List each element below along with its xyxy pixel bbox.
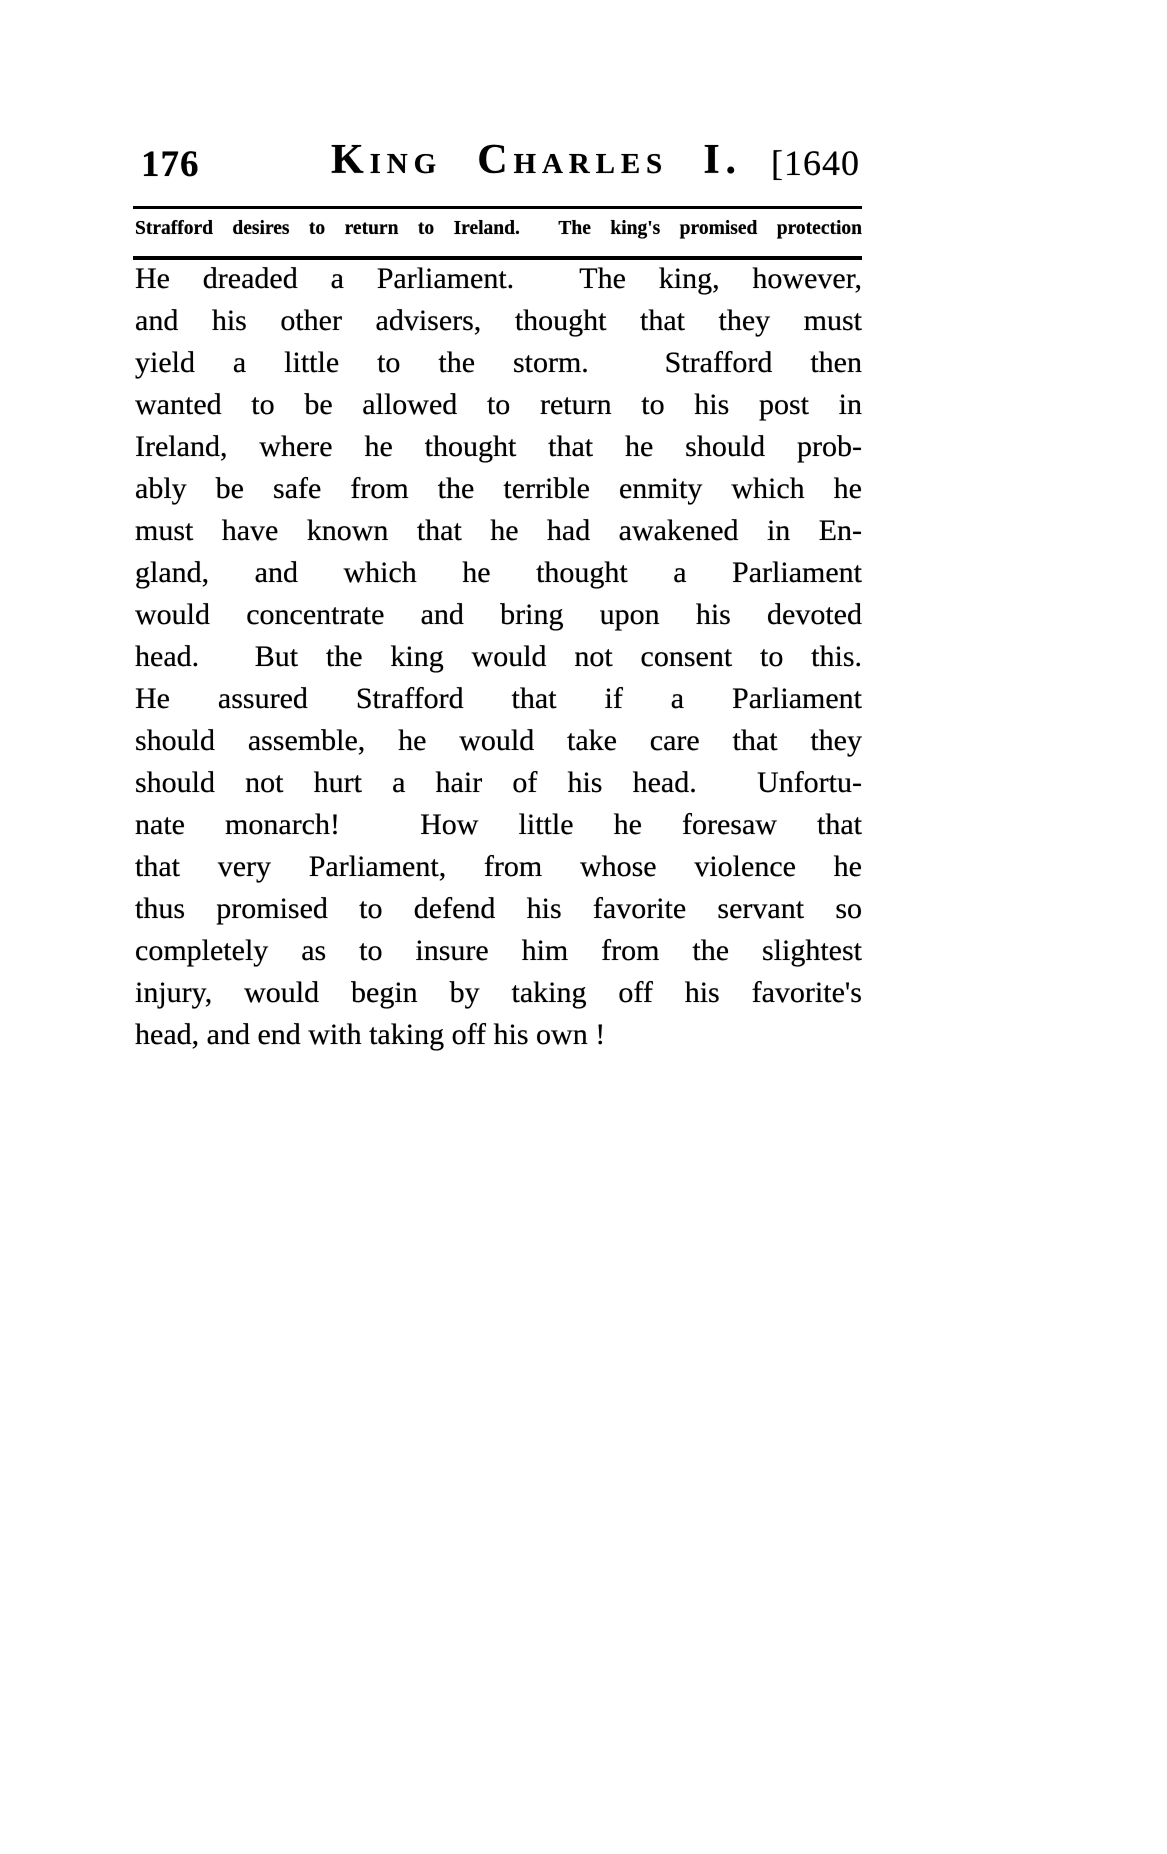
text-line: wanted to be allowed to return to his post in xyxy=(135,388,862,421)
header-rule-top xyxy=(133,206,862,209)
text-line: gland, and which he thought a Parliament xyxy=(135,556,862,589)
text-line: would concentrate and bring upon his devoted xyxy=(135,598,862,631)
text-line: that very Parliament, from whose violence he xyxy=(135,850,862,883)
text-line: yield a little to the storm. Strafford then xyxy=(135,346,862,379)
text-line: ably be safe from the terrible enmity which he xyxy=(135,472,862,505)
page-number: 176 xyxy=(141,144,200,185)
running-title: King Charles I. xyxy=(331,137,742,183)
page-header xyxy=(135,136,862,188)
text-line: head. But the king would not consent to this. xyxy=(135,640,862,673)
text-line: He dreaded a Parliament. The king, however, xyxy=(135,262,862,295)
text-line: He assured Strafford that if a Parliament xyxy=(135,682,862,715)
chapter-summary-line: Strafford desires to return to Ireland. The king's promised protection xyxy=(135,218,862,239)
text-line: must have known that he had awakened in En- xyxy=(135,514,862,547)
text-line: should not hurt a hair of his head. Unfortu- xyxy=(135,766,862,799)
body-text xyxy=(135,258,862,1056)
text-line: head, and end with taking off his own ! xyxy=(135,1018,606,1051)
text-line: injury, would begin by taking off his favorite's xyxy=(135,976,862,1009)
year-marker: [1640 xyxy=(771,143,860,183)
text-line: and his other advisers, thought that they must xyxy=(135,304,862,337)
text-line: should assemble, he would take care that they xyxy=(135,724,862,757)
text-line: Ireland, where he thought that he should prob- xyxy=(135,430,862,463)
text-line: nate monarch! How little he foresaw that xyxy=(135,808,862,841)
text-line: completely as to insure him from the slightest xyxy=(135,934,862,967)
text-line: thus promised to defend his favorite servant so xyxy=(135,892,862,925)
